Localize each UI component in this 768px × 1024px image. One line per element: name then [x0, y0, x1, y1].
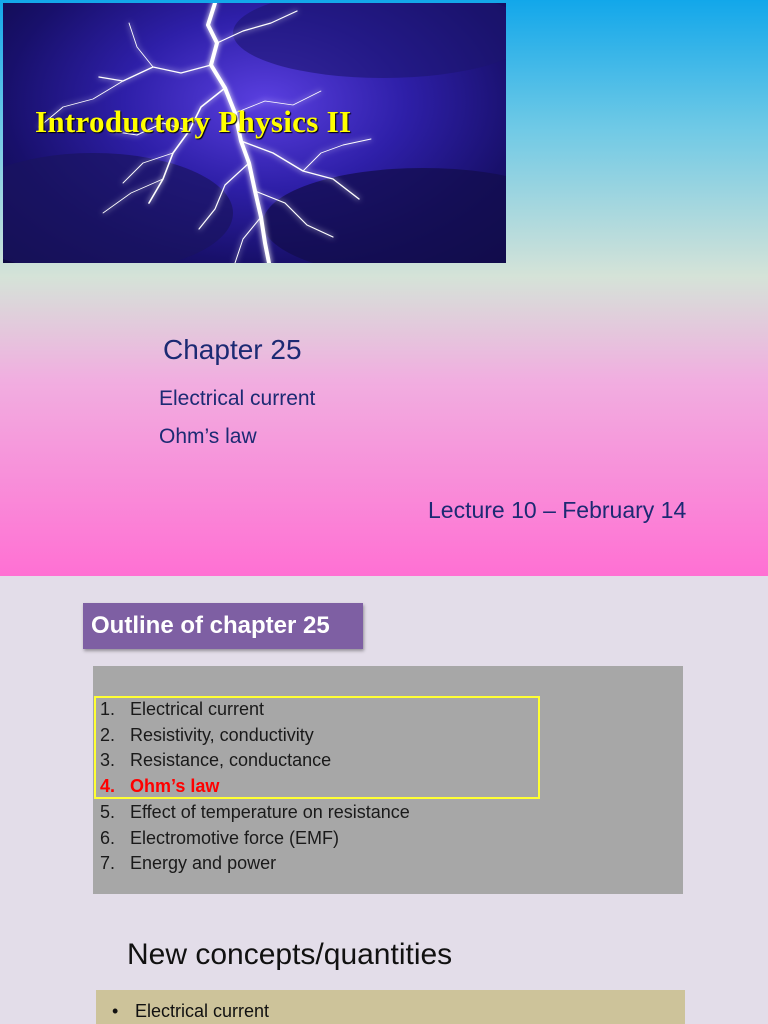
outline-item: 2. Resistivity, conductivity	[100, 724, 314, 745]
lightning-banner-image	[3, 3, 506, 263]
new-concepts-heading: New concepts/quantities	[127, 938, 453, 971]
outline-title-badge: Outline of chapter 25	[83, 603, 363, 649]
subtopic-item: Electrical current	[159, 387, 316, 410]
outline-item: 5. Effect of temperature on resistance	[100, 801, 410, 822]
outline-item: 7. Energy and power	[100, 853, 277, 874]
outline-item-current: 4. Ohm’s law	[100, 776, 220, 797]
chapter-heading: Chapter 25	[163, 334, 302, 365]
course-title: Introductory Physics II	[35, 104, 352, 139]
outline-item: 3. Resistance, conductance	[100, 750, 332, 771]
outline-item: 1. Electrical current	[100, 699, 265, 719]
subtopic-item: Ohm’s law	[159, 425, 257, 448]
concept-list-item: • Electrical current	[112, 1001, 270, 1021]
outline-list	[100, 697, 410, 877]
bullet-icon: •	[112, 1001, 119, 1021]
outline-item: 6. Electromotive force (EMF)	[100, 827, 340, 848]
lecture-date: Lecture 10 – February 14	[428, 497, 687, 523]
